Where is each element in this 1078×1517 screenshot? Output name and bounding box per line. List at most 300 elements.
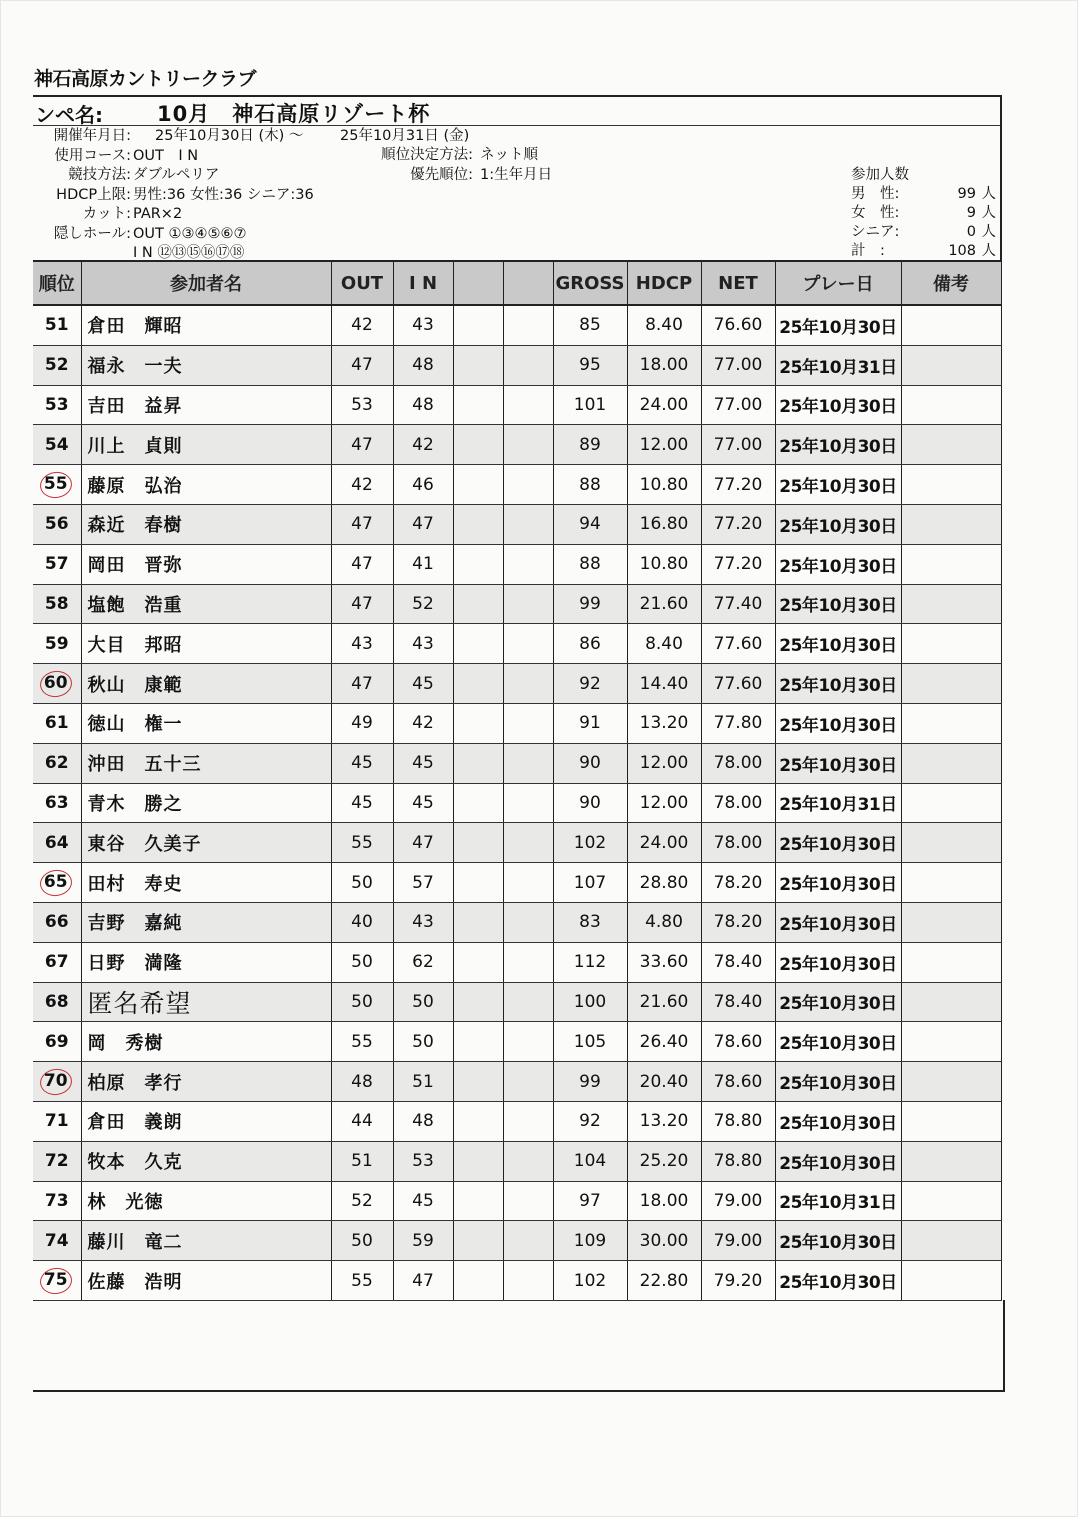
rank-cell: 59 — [33, 624, 81, 664]
play-date-cell: 25年10月30日 — [775, 863, 901, 903]
hdcp-cell: 16.80 — [627, 504, 701, 544]
name-cell: 森近 春樹 — [81, 504, 331, 544]
rank-cell — [33, 465, 81, 505]
table-row — [33, 703, 1001, 743]
name-cell: 日野 満隆 — [81, 942, 331, 982]
date-value: 25年10月30日 (木) ～ — [155, 128, 304, 144]
remarks-cell — [901, 1221, 1001, 1261]
net-cell: 79.00 — [701, 1221, 775, 1261]
name-cell: 沖田 五十三 — [81, 743, 331, 783]
play-date-cell: 25年10月30日 — [775, 1062, 901, 1102]
out-cell: 45 — [331, 783, 393, 823]
table-row — [33, 783, 1001, 823]
rank-cell: 51 — [33, 305, 81, 345]
net-cell: 78.80 — [701, 1101, 775, 1141]
gross-cell: 95 — [553, 345, 627, 385]
table-row — [33, 823, 1001, 863]
hdcp-cell: 18.00 — [627, 1181, 701, 1221]
remarks-cell — [901, 743, 1001, 783]
meta-mid-labels — [368, 146, 473, 185]
hdcp-cell: 13.20 — [627, 1101, 701, 1141]
remarks-cell — [901, 664, 1001, 704]
participant-row — [851, 204, 996, 223]
circled-rank-mark — [38, 867, 73, 897]
blank-cell — [503, 1101, 553, 1141]
blank-cell — [453, 305, 503, 345]
rank-cell: 64 — [33, 823, 81, 863]
gross-cell: 88 — [553, 465, 627, 505]
participant-row — [851, 185, 996, 204]
date-label: 開催年月日: — [53, 128, 131, 144]
rank-cell: 63 — [33, 783, 81, 823]
participant-label: 男 性: — [851, 186, 900, 202]
net-cell: 77.20 — [701, 504, 775, 544]
blank-cell — [503, 703, 553, 743]
name-cell: 林 光徳 — [81, 1181, 331, 1221]
remarks-cell — [901, 863, 1001, 903]
header-net: NET — [701, 261, 775, 305]
net-cell: 77.80 — [701, 703, 775, 743]
blank-cell — [503, 624, 553, 664]
gross-cell: 89 — [553, 425, 627, 465]
name-cell: 倉田 輝昭 — [81, 305, 331, 345]
in-cell: 48 — [393, 385, 453, 425]
blank-cell — [453, 1221, 503, 1261]
play-date-cell: 25年10月31日 — [775, 783, 901, 823]
meta-labels — [33, 127, 131, 244]
rank-cell: 62 — [33, 743, 81, 783]
participant-value: 108 — [948, 243, 976, 259]
net-cell: 79.00 — [701, 1181, 775, 1221]
net-cell: 78.40 — [701, 982, 775, 1022]
rank-number: 70 — [43, 1070, 68, 1091]
remarks-cell — [901, 345, 1001, 385]
remarks-cell — [901, 1062, 1001, 1102]
table-row — [33, 1101, 1001, 1141]
out-cell: 52 — [331, 1181, 393, 1221]
blank-cell — [503, 1181, 553, 1221]
play-date-cell: 25年10月30日 — [775, 1261, 901, 1301]
hdcp-cell: 13.20 — [627, 703, 701, 743]
out-cell: 40 — [331, 902, 393, 942]
name-cell: 佐藤 浩明 — [81, 1261, 331, 1301]
remarks-cell — [901, 504, 1001, 544]
participants-title: 参加人数 — [851, 167, 909, 183]
net-cell: 77.00 — [701, 425, 775, 465]
remarks-cell — [901, 982, 1001, 1022]
play-date-cell: 25年10月30日 — [775, 664, 901, 704]
gross-cell: 86 — [553, 624, 627, 664]
rank-number: 55 — [43, 473, 68, 494]
out-cell: 47 — [331, 584, 393, 624]
name-cell: 牧本 久克 — [81, 1141, 331, 1181]
play-date-cell: 25年10月30日 — [775, 1022, 901, 1062]
gross-cell: 92 — [553, 664, 627, 704]
play-date-cell: 25年10月30日 — [775, 584, 901, 624]
table-row — [33, 1221, 1001, 1261]
out-cell: 45 — [331, 743, 393, 783]
gross-cell: 107 — [553, 863, 627, 903]
participant-counts — [851, 166, 996, 261]
rank-cell: 61 — [33, 703, 81, 743]
header-in: I N — [393, 261, 453, 305]
table-row — [33, 664, 1001, 704]
out-cell: 47 — [331, 425, 393, 465]
priority-label: 優先順位: — [410, 166, 473, 183]
remarks-cell — [901, 385, 1001, 425]
gross-cell: 90 — [553, 743, 627, 783]
in-cell: 43 — [393, 902, 453, 942]
net-cell: 78.40 — [701, 942, 775, 982]
participant-row — [851, 242, 996, 261]
play-date-cell: 25年10月30日 — [775, 703, 901, 743]
competition-name: 10月 神石高原リゾート杯 — [157, 102, 431, 126]
table-row — [33, 1062, 1001, 1102]
remarks-cell — [901, 1181, 1001, 1221]
blank-cell — [503, 1141, 553, 1181]
in-cell: 59 — [393, 1221, 453, 1261]
in-cell: 50 — [393, 982, 453, 1022]
name-cell: 秋山 康範 — [81, 664, 331, 704]
hdcp-cell: 12.00 — [627, 743, 701, 783]
name-cell: 田村 寿史 — [81, 863, 331, 903]
table-row — [33, 305, 1001, 345]
table-row — [33, 1141, 1001, 1181]
in-cell: 48 — [393, 345, 453, 385]
club-name: 神石高原カントリークラブ — [34, 68, 257, 90]
gross-cell: 94 — [553, 504, 627, 544]
rank-cell: 54 — [33, 425, 81, 465]
net-cell: 77.60 — [701, 664, 775, 704]
rank-cell: 66 — [33, 902, 81, 942]
play-date-cell: 25年10月30日 — [775, 624, 901, 664]
page-border-bottom — [33, 1390, 1005, 1392]
name-cell: 青木 勝之 — [81, 783, 331, 823]
rank-cell: 73 — [33, 1181, 81, 1221]
rank-cell: 71 — [33, 1101, 81, 1141]
blank-cell — [503, 743, 553, 783]
hidden-out: OUT ①③④⑤⑥⑦ — [133, 225, 247, 242]
gross-cell: 102 — [553, 1261, 627, 1301]
gross-cell: 104 — [553, 1141, 627, 1181]
name-cell: 吉田 益昇 — [81, 385, 331, 425]
header-name: 参加者名 — [81, 261, 331, 305]
remarks-cell — [901, 1022, 1001, 1062]
net-cell: 77.40 — [701, 584, 775, 624]
blank-cell — [503, 664, 553, 704]
table-row — [33, 584, 1001, 624]
participant-value: 9 — [966, 205, 976, 221]
remarks-cell — [901, 544, 1001, 584]
in-cell: 51 — [393, 1062, 453, 1102]
out-cell: 47 — [331, 544, 393, 584]
participant-unit: 人 — [981, 186, 996, 202]
net-cell: 78.20 — [701, 902, 775, 942]
play-date-cell: 25年10月30日 — [775, 544, 901, 584]
blank-cell — [503, 1221, 553, 1261]
out-cell: 55 — [331, 1261, 393, 1301]
course-label: 使用コース: — [54, 147, 131, 164]
net-cell: 77.00 — [701, 345, 775, 385]
hdcp-cell: 30.00 — [627, 1221, 701, 1261]
circled-rank-mark — [38, 1066, 73, 1096]
blank-cell — [503, 504, 553, 544]
table-row — [33, 982, 1001, 1022]
cut-value: PAR×2 — [133, 206, 183, 222]
table-row — [33, 345, 1001, 385]
header-blank-2 — [503, 261, 553, 305]
out-cell: 42 — [331, 305, 393, 345]
rank-method-label: 順位決定方法: — [381, 147, 473, 163]
rank-cell: 67 — [33, 942, 81, 982]
out-cell: 55 — [331, 1022, 393, 1062]
results-body — [33, 305, 1001, 1300]
in-cell: 42 — [393, 425, 453, 465]
play-date-cell: 25年10月31日 — [775, 345, 901, 385]
in-cell: 45 — [393, 743, 453, 783]
play-date-cell: 25年10月31日 — [775, 1181, 901, 1221]
hdcp-cell: 10.80 — [627, 465, 701, 505]
out-cell: 50 — [331, 863, 393, 903]
blank-cell — [453, 1141, 503, 1181]
in-cell: 47 — [393, 1261, 453, 1301]
table-row — [33, 385, 1001, 425]
cut-label: カット: — [82, 206, 131, 222]
header-out: OUT — [331, 261, 393, 305]
rank-method-value: ネット順 — [480, 147, 538, 163]
blank-cell — [503, 1261, 553, 1301]
play-date-cell: 25年10月30日 — [775, 982, 901, 1022]
net-cell: 78.00 — [701, 823, 775, 863]
gross-cell: 97 — [553, 1181, 627, 1221]
out-cell: 42 — [331, 465, 393, 505]
table-row — [33, 942, 1001, 982]
rank-cell: 52 — [33, 345, 81, 385]
participant-label: 計 : — [851, 243, 885, 259]
net-cell: 76.60 — [701, 305, 775, 345]
hidden-label: 隠しホール: — [53, 225, 131, 242]
hdcp-cell: 8.40 — [627, 305, 701, 345]
play-date-cell: 25年10月30日 — [775, 305, 901, 345]
rank-cell: 53 — [33, 385, 81, 425]
blank-cell — [453, 703, 503, 743]
play-date-cell: 25年10月30日 — [775, 1101, 901, 1141]
participant-label: 女 性: — [851, 205, 900, 221]
hdcp-cell: 14.40 — [627, 664, 701, 704]
course-value: OUT I N — [133, 147, 199, 164]
net-cell: 77.00 — [701, 385, 775, 425]
blank-cell — [503, 902, 553, 942]
in-cell: 53 — [393, 1141, 453, 1181]
hdcp-cell: 26.40 — [627, 1022, 701, 1062]
name-cell: 川上 貞則 — [81, 425, 331, 465]
blank-cell — [503, 863, 553, 903]
in-cell: 45 — [393, 783, 453, 823]
play-date-cell: 25年10月30日 — [775, 465, 901, 505]
name-cell: 塩飽 浩重 — [81, 584, 331, 624]
hdcp-cell: 4.80 — [627, 902, 701, 942]
out-cell: 55 — [331, 823, 393, 863]
participant-value: 99 — [957, 186, 976, 202]
table-header-row — [33, 261, 1001, 305]
play-date-cell: 25年10月30日 — [775, 942, 901, 982]
remarks-cell — [901, 1261, 1001, 1301]
method-label: 競技方法: — [68, 167, 131, 183]
name-cell: 藤原 弘治 — [81, 465, 331, 505]
in-cell: 46 — [393, 465, 453, 505]
competition-row — [33, 97, 1000, 126]
gross-cell: 112 — [553, 942, 627, 982]
blank-cell — [453, 942, 503, 982]
header-remarks: 備考 — [901, 261, 1001, 305]
competition-label: ンペ名: — [35, 103, 103, 127]
out-cell: 47 — [331, 664, 393, 704]
gross-cell: 90 — [553, 783, 627, 823]
rank-cell — [33, 863, 81, 903]
out-cell: 43 — [331, 624, 393, 664]
blank-cell — [453, 902, 503, 942]
net-cell: 78.20 — [701, 863, 775, 903]
hdcp-cell: 8.40 — [627, 624, 701, 664]
blank-cell — [453, 823, 503, 863]
in-cell: 50 — [393, 1022, 453, 1062]
hdcp-label: HDCP上限: — [56, 186, 131, 203]
blank-cell — [453, 425, 503, 465]
name-cell: 徳山 権一 — [81, 703, 331, 743]
hdcp-cell: 12.00 — [627, 425, 701, 465]
header-blank-1 — [453, 261, 503, 305]
blank-cell — [453, 982, 503, 1022]
blank-cell — [503, 544, 553, 584]
blank-cell — [453, 345, 503, 385]
table-row — [33, 425, 1001, 465]
hdcp-cell: 24.00 — [627, 385, 701, 425]
header-hdcp: HDCP — [627, 261, 701, 305]
blank-cell — [503, 584, 553, 624]
gross-cell: 91 — [553, 703, 627, 743]
table-row — [33, 1261, 1001, 1301]
hdcp-value: 男性:36 女性:36 シニア:36 — [133, 186, 314, 203]
net-cell: 78.60 — [701, 1062, 775, 1102]
rank-number: 65 — [43, 871, 68, 892]
rank-cell: 68 — [33, 982, 81, 1022]
blank-cell — [503, 305, 553, 345]
gross-cell: 101 — [553, 385, 627, 425]
gross-cell: 100 — [553, 982, 627, 1022]
table-row — [33, 624, 1001, 664]
rank-cell — [33, 1062, 81, 1102]
hdcp-cell: 21.60 — [627, 982, 701, 1022]
out-cell: 47 — [331, 345, 393, 385]
rank-cell: 69 — [33, 1022, 81, 1062]
play-date-cell: 25年10月30日 — [775, 1141, 901, 1181]
page-border-right — [1003, 1300, 1005, 1392]
in-cell: 41 — [393, 544, 453, 584]
play-date-cell: 25年10月30日 — [775, 385, 901, 425]
gross-cell: 99 — [553, 1062, 627, 1102]
gross-cell: 83 — [553, 902, 627, 942]
blank-cell — [503, 1022, 553, 1062]
blank-cell — [453, 664, 503, 704]
blank-cell — [503, 783, 553, 823]
participant-unit: 人 — [981, 224, 996, 240]
play-date-cell: 25年10月30日 — [775, 504, 901, 544]
remarks-cell — [901, 584, 1001, 624]
gross-cell: 88 — [553, 544, 627, 584]
hdcp-cell: 22.80 — [627, 1261, 701, 1301]
rank-cell: 58 — [33, 584, 81, 624]
priority-value: 1:生年月日 — [480, 166, 553, 183]
play-date-cell: 25年10月30日 — [775, 425, 901, 465]
play-date-cell: 25年10月30日 — [775, 823, 901, 863]
blank-cell — [503, 1062, 553, 1102]
remarks-cell — [901, 783, 1001, 823]
table-row — [33, 1022, 1001, 1062]
blank-cell — [503, 425, 553, 465]
name-cell: 岡田 晋弥 — [81, 544, 331, 584]
participant-value: 0 — [966, 224, 976, 240]
rank-cell: 74 — [33, 1221, 81, 1261]
remarks-cell — [901, 942, 1001, 982]
header-rank: 順位 — [33, 261, 81, 305]
name-cell: 倉田 義朗 — [81, 1101, 331, 1141]
remarks-cell — [901, 425, 1001, 465]
in-cell: 45 — [393, 1181, 453, 1221]
rank-cell: 57 — [33, 544, 81, 584]
out-cell: 50 — [331, 982, 393, 1022]
circled-rank-mark — [38, 668, 73, 698]
in-cell: 57 — [393, 863, 453, 903]
remarks-cell — [901, 703, 1001, 743]
net-cell: 78.60 — [701, 1022, 775, 1062]
blank-cell — [453, 544, 503, 584]
remarks-cell — [901, 624, 1001, 664]
out-cell: 48 — [331, 1062, 393, 1102]
net-cell: 78.80 — [701, 1141, 775, 1181]
name-cell: 福永 一夫 — [81, 345, 331, 385]
gross-cell: 105 — [553, 1022, 627, 1062]
blank-cell — [503, 465, 553, 505]
blank-cell — [503, 345, 553, 385]
name-cell: 匿名希望 — [81, 982, 331, 1022]
blank-cell — [453, 863, 503, 903]
name-cell: 東谷 久美子 — [81, 823, 331, 863]
blank-cell — [503, 823, 553, 863]
hdcp-cell: 18.00 — [627, 345, 701, 385]
out-cell: 44 — [331, 1101, 393, 1141]
out-cell: 50 — [331, 1221, 393, 1261]
in-cell: 43 — [393, 624, 453, 664]
net-cell: 77.60 — [701, 624, 775, 664]
out-cell: 51 — [331, 1141, 393, 1181]
in-cell: 52 — [393, 584, 453, 624]
net-cell: 77.20 — [701, 544, 775, 584]
in-cell: 62 — [393, 942, 453, 982]
blank-cell — [503, 942, 553, 982]
gross-cell: 109 — [553, 1221, 627, 1261]
header-play-date: プレー日 — [775, 261, 901, 305]
play-date-cell: 25年10月30日 — [775, 1221, 901, 1261]
rank-number: 75 — [43, 1269, 68, 1290]
net-cell: 78.00 — [701, 783, 775, 823]
out-cell: 53 — [331, 385, 393, 425]
hdcp-cell: 33.60 — [627, 942, 701, 982]
hdcp-cell: 21.60 — [627, 584, 701, 624]
blank-cell — [453, 1062, 503, 1102]
circled-rank-mark — [38, 1265, 73, 1295]
remarks-cell — [901, 305, 1001, 345]
out-cell: 49 — [331, 703, 393, 743]
